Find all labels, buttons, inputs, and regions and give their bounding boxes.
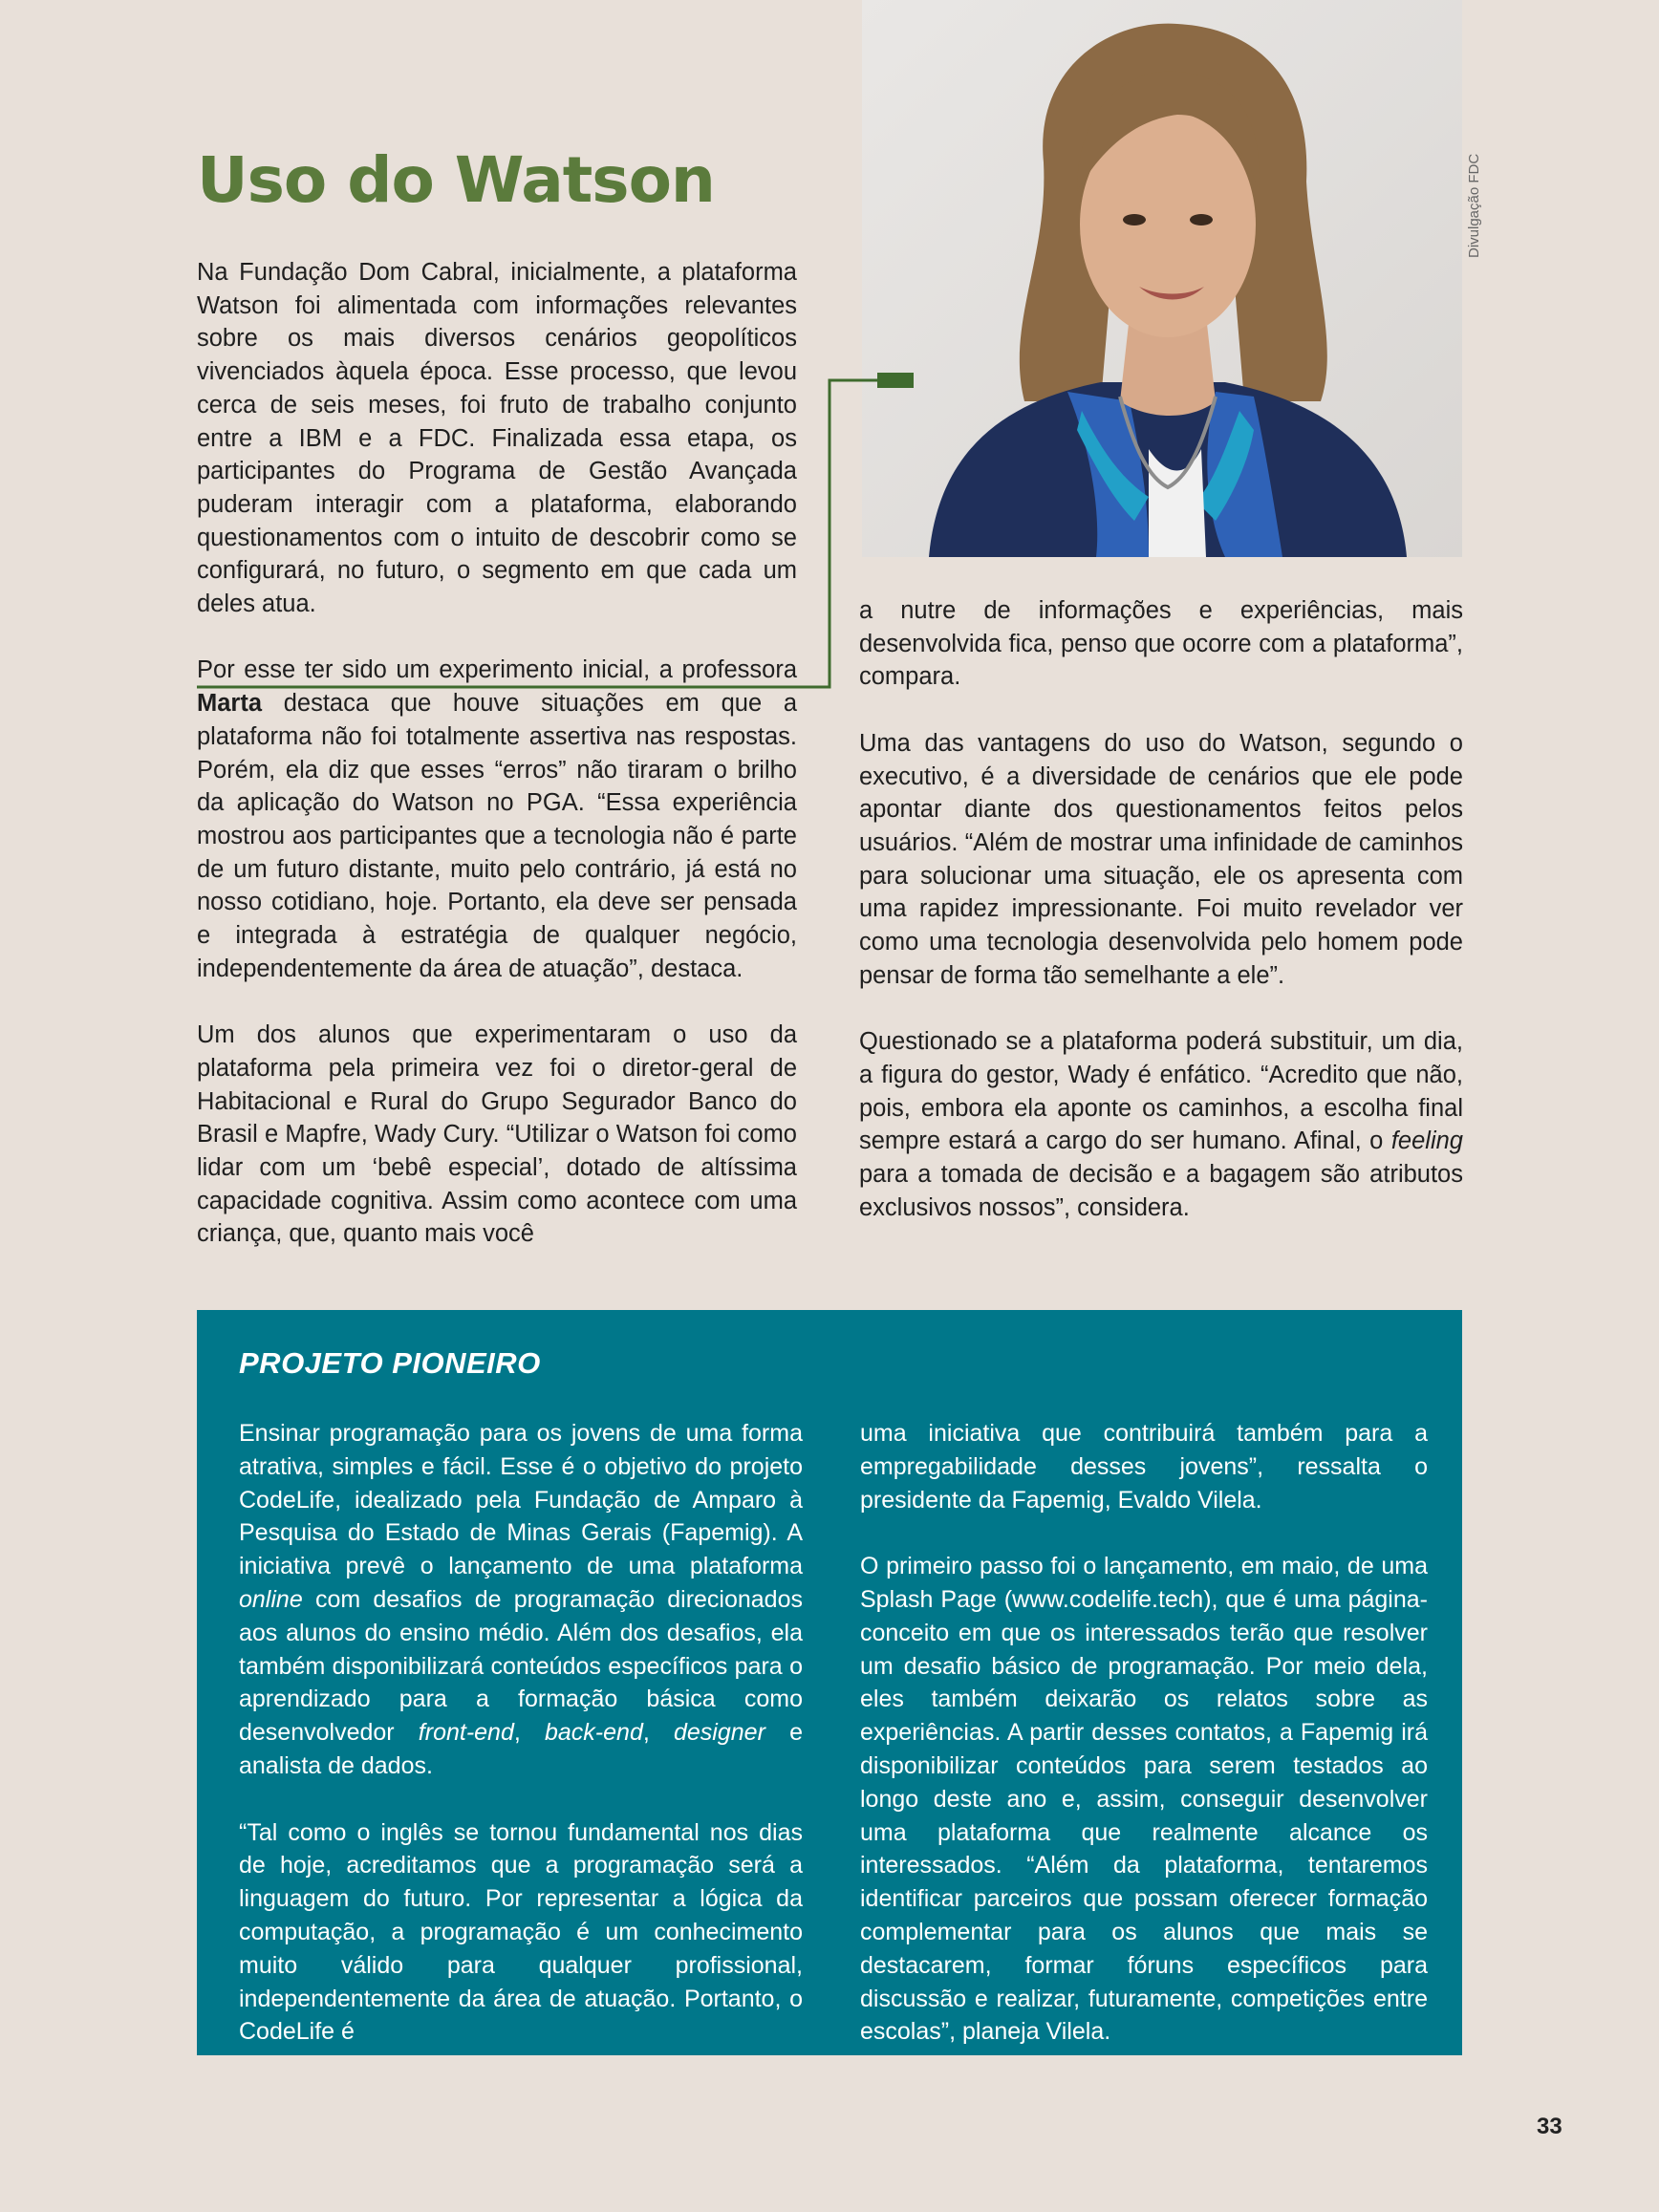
box-title: PROJETO PIONEIRO — [239, 1346, 541, 1380]
article-title: Uso do Watson — [197, 143, 715, 217]
article-right-column — [859, 594, 1463, 1224]
paragraph: Uma das vantagens do uso do Watson, segundo o executivo, é a diversidade de cenários que ele pode apontar diante dos questionamentos feitos pelos usuários. “Além de mostrar uma infinidade de caminhos para solucionar uma situação, ele os apresenta com uma rapidez impressionante. Foi muito revelador ver como uma tecnologia desenvolvida pelo homem pode pensar de forma tão semelhante a ele”. — [859, 729, 1463, 989]
sidebar-box — [197, 1310, 1462, 2055]
article-left-column — [197, 256, 797, 1251]
paragraph: Um dos alunos que experimentaram o uso da plataforma pela primeira vez foi o diretor-geral de Habitacional e Rural do Grupo Segurador Banco do Brasil e Mapfre, Wady Cury. “Utilizar o Watson foi como lidar com um ‘bebê especial’, dotado de altíssima capacidade cognitiva. Assim como acontece com uma criança, que, quanto mais você — [197, 1021, 797, 1248]
paragraph: Ensinar programação para os jovens de uma forma atrativa, simples e fácil. Esse é o objetivo do projeto CodeLife, idealizado pela Fundação de Amparo à Pesquisa do Estado de Minas Gerais (Fapemig). A iniciativa prevê o lançamento de uma plataforma online com desafios de programação direcionados aos alunos do ensino médio. Além dos desafios, ela também disponibilizará conteúdos específicos para o aprendizado para a formação básica como desenvolvedor front-end, back-end, designer e analista de dados. — [239, 1420, 803, 1779]
portrait-illustration — [862, 0, 1462, 557]
paragraph: “Tal como o inglês se tornou fundamental nos dias de hoje, acreditamos que a programação será a linguagem do futuro. Por representar a lógica da computação, a programação é um conhecimento muito válido para qualquer profissional, independentemente da área de atuação. Portanto, o CodeLife é — [239, 1818, 803, 2046]
paragraph: O primeiro passo foi o lançamento, em maio, de uma Splash Page (www.codelife.tech), que é uma página-conceito em que os interessados terão que resolver um desafio básico de programação. Por meio dela, eles também deixarão os relatos sobre as experiências. A partir desses contatos, a Fapemig irá disponibilizar conteúdos para serem testados ao longo deste ano e, assim, conseguir desenvolver uma plataforma que realmente alcance os interessados. “Além da plataforma, tentaremos identificar parceiros que possam oferecer formação complementar para os alunos que mais se destacarem, formar fóruns específicos para discussão e realizar, futuramente, competições entre escolas”, planeja Vilela. — [860, 1553, 1428, 2046]
paragraph: Por esse ter sido um experimento inicial, a professora Marta destaca que houve situações em que a plataforma não foi totalmente assertiva nas respostas. Porém, ela diz que esses “erros” não tiraram o brilho da aplicação do Watson no PGA. “Essa experiência mostrou aos participantes que a tecnologia não é parte de um futuro distante, muito pelo contrário, já está no nosso cotidiano, hoje. Portanto, ela deve ser pensada e integrada à estratégia de qualquer negócio, independentemente da área de atuação”, destaca. — [197, 656, 797, 982]
paragraph: uma iniciativa que contribuirá também para a empregabilidade desses jovens”, ressalta o presidente da Fapemig, Evaldo Vilela. — [860, 1420, 1428, 1514]
box-left-column — [239, 1417, 803, 2082]
photo-credit: Divulgação FDC — [1466, 153, 1482, 258]
page-number: 33 — [1537, 2114, 1562, 2139]
paragraph: Questionado se a plataforma poderá substituir, um dia, a figura do gestor, Wady é enfático. “Acredito que não, pois, embora ela aponte os caminhos, a escolha final sempre estará a cargo do ser humano. Afinal, o feeling para a tomada de decisão e a bagagem são atributos exclusivos nossos”, considera. — [859, 1028, 1463, 1221]
box-right-column — [860, 1417, 1428, 2082]
paragraph: Na Fundação Dom Cabral, inicialmente, a plataforma Watson foi alimentada com informações relevantes sobre os mais diversos cenários geopolíticos vivenciados àquela época. Esse processo, que levou cerca de seis meses, foi fruto de trabalho conjunto entre a IBM e a FDC. Finalizada essa etapa, os participantes do Programa de Gestão Avançada puderam interagir com a plataforma, elaborando questionamentos com o intuito de descobrir como se configurará, no futuro, o segmento em que cada um deles atua. — [197, 259, 797, 618]
paragraph: a nutre de informações e experiências, mais desenvolvida fica, penso que ocorre com a plataforma”, compara. — [859, 597, 1463, 691]
portrait-photo — [862, 0, 1462, 557]
highlighted-name: Marta — [197, 690, 263, 718]
